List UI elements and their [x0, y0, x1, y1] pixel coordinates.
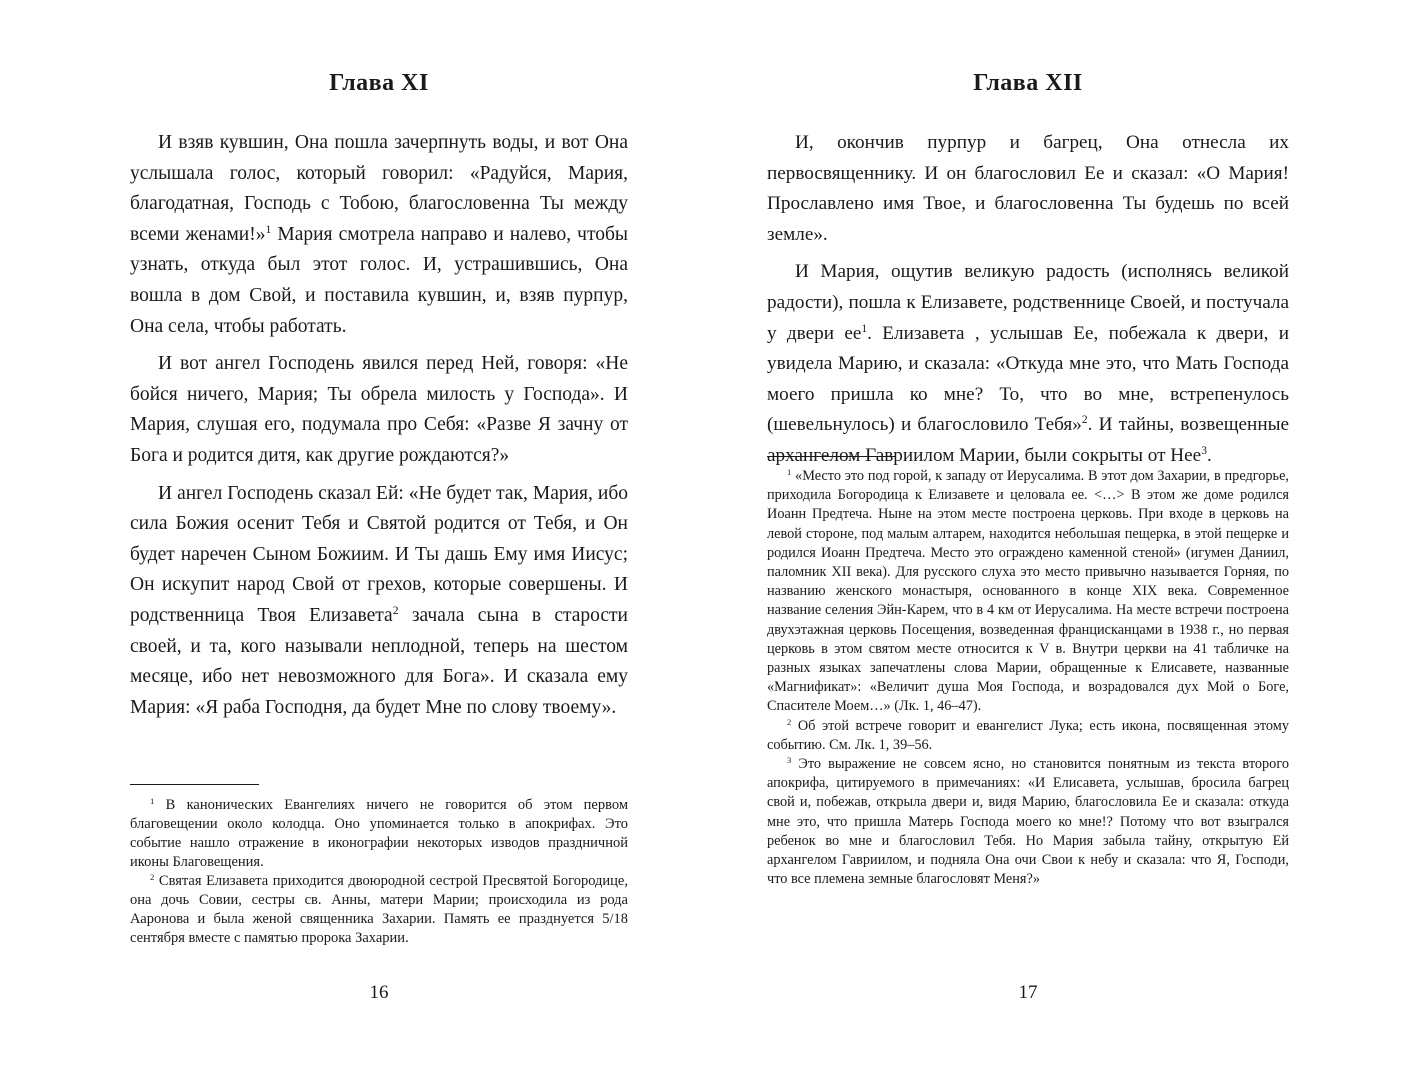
paragraph	[130, 128, 628, 342]
footnote	[130, 796, 628, 872]
paragraph-text: . Елизавета , услышав Ее, побежала к двери, и увидела Марию, и сказала: «Откуда мне это, что Мать Господа моего пришла ко мне? То, что во мне, встрепенулось (шевельнулось) и благословило Тебя»	[767, 322, 1289, 436]
paragraph-text: . И тайны, возвещенные архангелом Гавриилом Марии, были сокрыты от Нее	[767, 414, 1289, 466]
paragraph-text: зачала сына в старости своей, и та, кого называли неплодной, теперь на шестом месяце, ибо нет невозможного для Бога». И сказала ему Мария: «Я раба Господня, да будет Мне по слову твоему».	[130, 604, 628, 718]
footnote-number: 1	[787, 466, 792, 477]
paragraph-text: И, окончив пурпур и багрец, Она отнесла их первосвященнику. И он благословил Ее и сказал: «О Мария! Прославлено имя Твое, и благословенна Ты будешь по всей земле».	[767, 132, 1289, 245]
footnote-ref[interactable]: 3	[1201, 445, 1207, 458]
page-number: 16	[369, 982, 389, 1003]
footnotes	[130, 796, 628, 948]
chapter-body	[130, 128, 628, 723]
page-number: 17	[1018, 982, 1038, 1003]
footnote-text: Это выражение не совсем ясно, но становится понятным из текста второго апокрифа, цитируемого в примечаниях: «И Елисавета, услышав, бросила багрец свой и, побежав, открыла двери и, видя Марию, благословила Ее и сказала: откуда мне это, что пришла Матерь Господа моего ко мне!? Потому что вот взыгрался ребенок во мне и благословил Тебя. Но Мария забыла тайну, открытую Ей архангелом Гавриилом, и подняла Она очи Свои к небу и сказала: что Я, Господи, что все племена земные благословят Меня?»	[767, 756, 1289, 888]
chapter-title: Глава XI	[329, 70, 429, 96]
footnote	[767, 467, 1289, 717]
paragraph-text: .	[1206, 444, 1212, 466]
footnote-number: 2	[787, 716, 792, 727]
paragraph-text: Мария смотрела направо и налево, чтобы узнать, откуда был этот голос. И, устрашившись, Она вошла в дом Свой, и поставила кувшин, и, взяв пурпур, Она села, чтобы работать.	[130, 223, 628, 337]
footnote-divider	[130, 784, 259, 785]
chapter-body	[767, 128, 1289, 472]
footnote	[130, 872, 628, 948]
paragraph-text: И Мария, ощутив великую радость (исполнясь великой радости), пошла к Елизавете, родственнице Своей, и постучала у двери ее	[767, 261, 1289, 344]
paragraph	[130, 479, 628, 724]
footnote-text: «Место это под горой, к западу от Иерусалима. В этот дом Захарии, в предгорье, приходила Богородица к Елизавете и целовала ее. <…> В этом же доме родился Иоанн Предтеча. Ныне на этом месте построена церковь. При входе в церковь на левой стороне, под малым алтарем, находится небольшая пещерка, в этой пещерке и родился Иоанн Предтеча. Место это ограждено каменной стеной» (игумен Даниил, паломник XII века). Для русского слуха это место привычно называется Горняя, по названию женского монастыря, основанного в конце XIX века. Современное название селения Эйн-Карем, что в 4 км от Иерусалима. На месте встречи построена двухэтажная церковь Посещения, возведенная францисканцами в 1938 г., но первая церковь в этом святом месте относится к V в. Внутри церкви на 41 табличке на разных языках запечатлены слова Марии, обращенные к Елисавете, названные «Магнификат»: «Величит душа Моя Господа, и возрадовался дух Мой о Боге, Спасителе Моем…» (Лк. 1, 46–47).	[767, 468, 1289, 715]
right-page	[767, 0, 1289, 1080]
footnote	[767, 755, 1289, 889]
paragraph-text: И взяв кувшин, Она пошла зачерпнуть воды, и вот Она услышала голос, который говорил: «Радуйся, Мария, благодатная, Господь с Тобою, благословенна Ты между всеми женами!»	[130, 132, 628, 245]
footnote-text: Святая Елизавета приходится двоюродной сестрой Пресвятой Богородице, она дочь Совии, сестры св. Анны, матери Марии; происходила из рода Ааронова и была женой священника Захарии. Память ее празднуется 5/18 сентября вместе с памятью пророка Захарии.	[130, 873, 628, 946]
chapter-title: Глава XII	[973, 70, 1083, 96]
footnote-number: 2	[150, 871, 155, 882]
footnote-text: В канонических Евангелиях ничего не говорится об этом первом благовещении около колодца. Оно упоминается только в апокрифах. Это событие нашло отражение в иконографии некоторых изводов праздничной иконы Благовещения.	[130, 797, 628, 870]
paragraph-text: И ангел Господень сказал Ей: «Не будет так, Мария, ибо сила Божия осенит Тебя и Святой родится от Тебя, и Он будет наречен Сыном Божиим. И Ты дашь Ему имя Иисус; Он искупит народ Свой от грехов, которые совершены. И родственница Твоя Елизавета	[130, 482, 628, 626]
footnote-text: Об этой встрече говорит и евангелист Лука; есть икона, посвященная этому событию. См. Лк. 1, 39–56.	[767, 717, 1289, 753]
paragraph-text: И вот ангел Господень явился перед Ней, говоря: «Не бойся ничего, Мария; Ты обрела милость у Господа». И Мария, слушая его, подумала про Себя: «Разве Я зачну от Бога и родится дитя, как другие рождаются?»	[130, 353, 628, 466]
footnote-number: 3	[787, 754, 792, 765]
footnote-ref[interactable]: 2	[1081, 414, 1088, 427]
left-page	[130, 0, 628, 1080]
footnote-number: 1	[150, 795, 155, 806]
footnote-divider	[767, 456, 896, 457]
footnote-ref[interactable]: 1	[265, 222, 272, 236]
paragraph	[130, 349, 628, 471]
footnote-ref[interactable]: 2	[392, 603, 399, 617]
footnote-ref[interactable]: 1	[861, 322, 868, 335]
footnotes	[767, 467, 1289, 889]
paragraph	[767, 257, 1289, 471]
paragraph	[767, 128, 1289, 250]
footnote	[767, 717, 1289, 755]
